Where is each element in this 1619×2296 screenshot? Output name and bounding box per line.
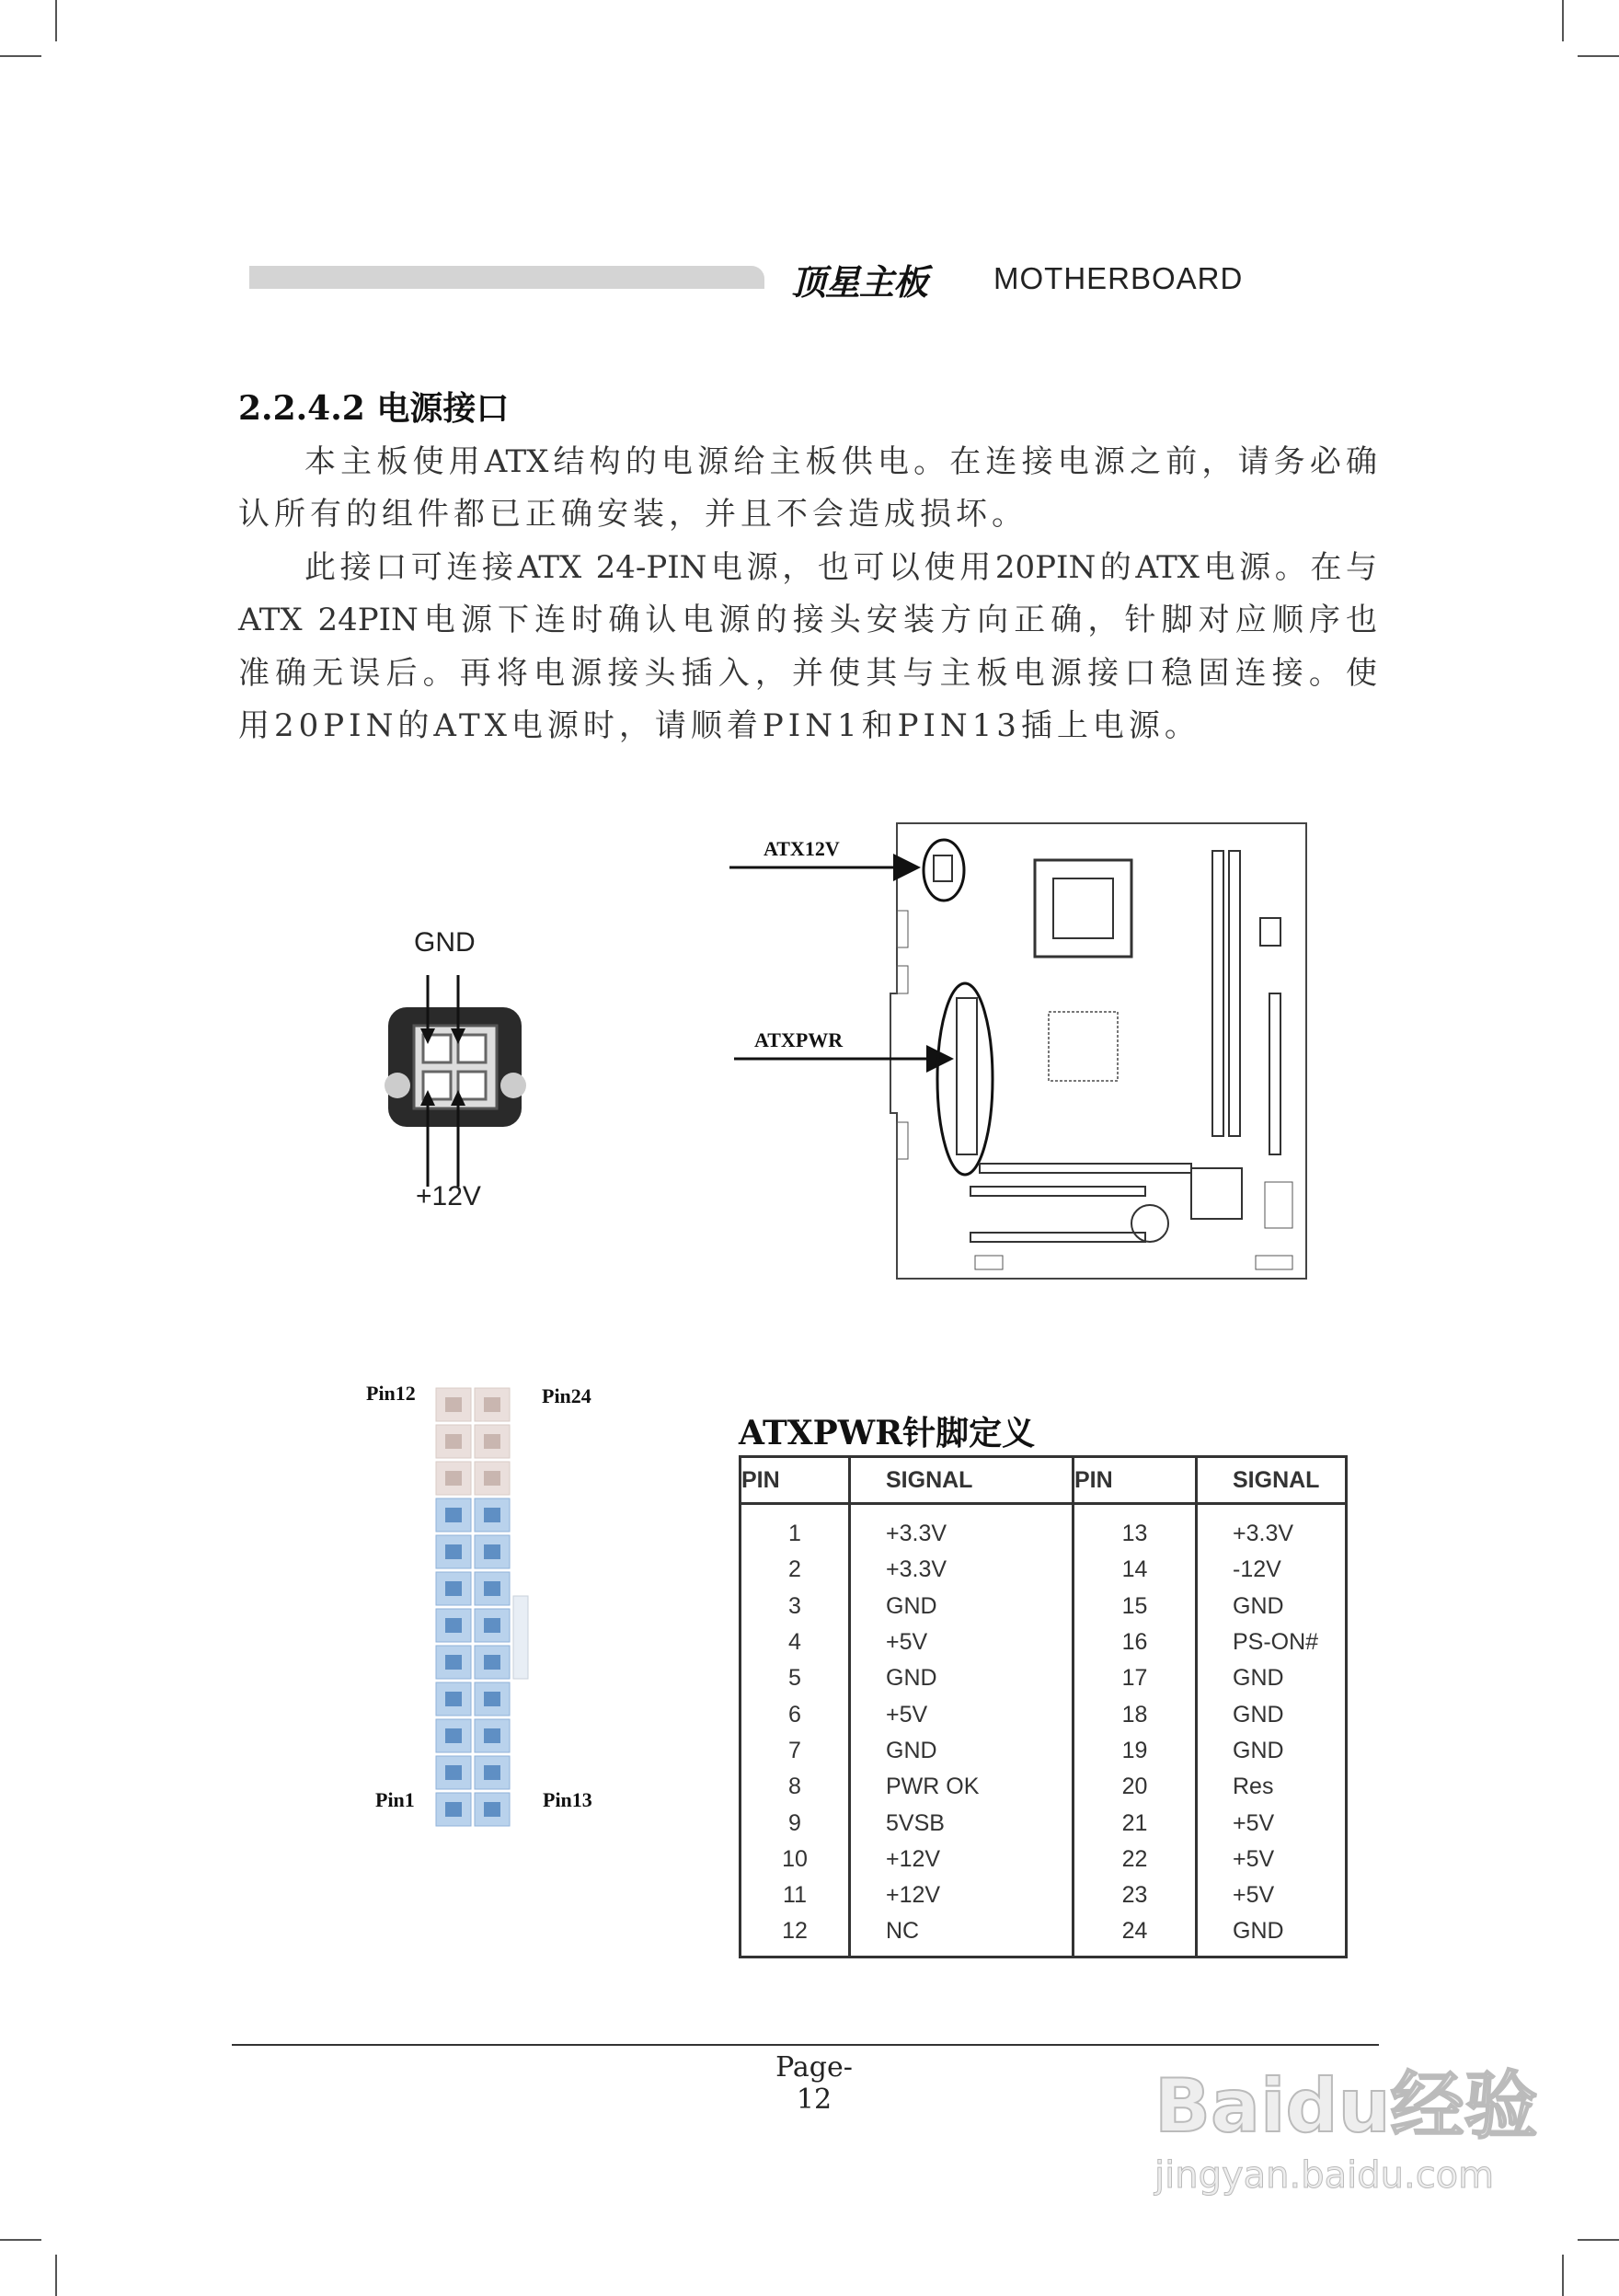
- crop-mark: [1578, 2239, 1619, 2241]
- signal-cell: +3.3V: [1197, 1504, 1347, 1553]
- connector-pin-socket: [445, 1581, 462, 1596]
- crop-mark: [55, 2255, 57, 2296]
- signal-cell: +3.3V: [850, 1504, 1074, 1553]
- connector-pin-socket: [445, 1765, 462, 1780]
- crop-mark: [1578, 55, 1619, 57]
- connector-pin-socket: [484, 1618, 500, 1633]
- connector-pin-socket: [484, 1655, 500, 1670]
- signal-cell: NC: [850, 1913, 1074, 1957]
- pin-number-cell: 1: [741, 1504, 850, 1553]
- column-header-signal: SIGNAL: [1197, 1457, 1347, 1504]
- table-row: [741, 1552, 1347, 1588]
- signal-cell: Res: [1197, 1769, 1347, 1805]
- connector-pin-socket: [484, 1544, 500, 1559]
- pin-number-cell: 15: [1074, 1589, 1197, 1624]
- connector-pin-socket: [445, 1434, 462, 1449]
- gnd-label: GND: [414, 927, 476, 958]
- footer-rule: [232, 2044, 1379, 2046]
- pin-number-cell: 12: [741, 1913, 850, 1957]
- pin-number-cell: 21: [1074, 1805, 1197, 1841]
- table-row: [741, 1624, 1347, 1660]
- table-row: [741, 1589, 1347, 1624]
- table-row: [741, 1805, 1347, 1841]
- pin-number-cell: 11: [741, 1877, 850, 1913]
- connector-pin-socket: [445, 1397, 462, 1412]
- connector-pin-socket: [484, 1434, 500, 1449]
- signal-cell: +3.3V: [850, 1552, 1074, 1588]
- header-bar: [249, 266, 764, 289]
- connector-pin-socket: [484, 1508, 500, 1522]
- signal-cell: +5V: [1197, 1877, 1347, 1913]
- paragraph-line: 用20PIN的ATX电源时，请顺着PIN1和PIN13插上电源。: [238, 707, 1200, 744]
- v12-label: +12V: [416, 1181, 481, 1211]
- signal-cell: +5V: [850, 1624, 1074, 1660]
- atx12v-label: ATX12V: [764, 837, 840, 860]
- table-row: [741, 1877, 1347, 1913]
- pin1-label: Pin1: [375, 1788, 415, 1811]
- watermark-brand: Baidu经验: [1154, 2063, 1538, 2149]
- table-row: [741, 1842, 1347, 1877]
- signal-cell: GND: [1197, 1913, 1347, 1957]
- motherboard-layout-diagram: [727, 819, 1315, 1288]
- paragraph-line: ATX 24PIN电源下连时确认电源的接头安装方向正确，针脚对应顺序也: [238, 602, 1377, 638]
- atx24pin-connector-photo: [432, 1384, 534, 1831]
- pin-number-cell: 5: [741, 1660, 850, 1696]
- watermark-url: jingyan.baidu.com: [1154, 2154, 1495, 2197]
- signal-cell: GND: [850, 1589, 1074, 1624]
- table-row: [741, 1733, 1347, 1769]
- signal-cell: GND: [1197, 1660, 1347, 1696]
- connector-pin-socket: [445, 1655, 462, 1670]
- page-number: Page-12: [775, 2051, 853, 2116]
- pin-number-cell: 16: [1074, 1624, 1197, 1660]
- table-row: [741, 1769, 1347, 1805]
- signal-cell: -12V: [1197, 1552, 1347, 1588]
- atxpwr-pin-table: [739, 1455, 1348, 1958]
- signal-cell: GND: [1197, 1733, 1347, 1769]
- signal-cell: GND: [1197, 1589, 1347, 1624]
- pin-number-cell: 17: [1074, 1660, 1197, 1696]
- atxpwr-label: ATXPWR: [754, 1028, 844, 1051]
- pin24-label: Pin24: [542, 1384, 591, 1407]
- atx12v-connector-photo: [377, 975, 534, 1187]
- connector-pin-socket: [445, 1692, 462, 1706]
- baidu-watermark: [1154, 2065, 1538, 2203]
- pin-number-cell: 2: [741, 1552, 850, 1588]
- connector-pin-socket: [484, 1692, 500, 1706]
- column-header-signal: SIGNAL: [850, 1457, 1074, 1504]
- connector-pin-socket: [484, 1471, 500, 1486]
- table-row: [741, 1660, 1347, 1696]
- connector-pin-socket: [484, 1765, 500, 1780]
- pin-number-cell: 22: [1074, 1842, 1197, 1877]
- connector-pin-socket: [484, 1397, 500, 1412]
- brand-logo: 顶星主板: [791, 262, 928, 303]
- paragraph-line: 认所有的组件都已正确安装，并且不会造成损坏。: [238, 496, 1028, 533]
- crop-mark: [1562, 2255, 1564, 2296]
- pin-number-cell: 13: [1074, 1504, 1197, 1553]
- signal-cell: GND: [1197, 1696, 1347, 1732]
- pin13-label: Pin13: [543, 1788, 592, 1811]
- table-row: [741, 1696, 1347, 1732]
- column-header-pin: PIN: [741, 1457, 850, 1504]
- pin-number-cell: 14: [1074, 1552, 1197, 1588]
- header-subtitle: MOTHERBOARD: [993, 261, 1244, 295]
- table-row: [741, 1913, 1347, 1957]
- pin-number-cell: 18: [1074, 1696, 1197, 1732]
- pin-number-cell: 24: [1074, 1913, 1197, 1957]
- signal-cell: PWR OK: [850, 1769, 1074, 1805]
- table-row: [741, 1504, 1347, 1553]
- signal-cell: +12V: [850, 1877, 1074, 1913]
- signal-cell: PS-ON#: [1197, 1624, 1347, 1660]
- crop-mark: [0, 55, 41, 57]
- connector-pin-socket: [445, 1508, 462, 1522]
- paragraph-line: 本主板使用ATX结构的电源给主板供电。在连接电源之前，请务必确: [304, 443, 1377, 480]
- crop-mark: [1562, 0, 1564, 41]
- signal-cell: GND: [850, 1733, 1074, 1769]
- connector-pin-socket: [445, 1618, 462, 1633]
- pin12-label: Pin12: [366, 1382, 416, 1405]
- signal-cell: +5V: [1197, 1805, 1347, 1841]
- connector-pin-socket: [445, 1728, 462, 1743]
- pin-number-cell: 19: [1074, 1733, 1197, 1769]
- connector-pin-socket: [445, 1802, 462, 1817]
- signal-cell: GND: [850, 1660, 1074, 1696]
- paragraph-line: 此接口可连接ATX 24-PIN电源，也可以使用20PIN的ATX电源。在与: [304, 549, 1377, 586]
- signal-cell: +5V: [1197, 1842, 1347, 1877]
- column-header-pin: PIN: [1074, 1457, 1197, 1504]
- table-title: ATXPWR针脚定义: [739, 1414, 1036, 1452]
- connector-pin-socket: [484, 1728, 500, 1743]
- pin-number-cell: 10: [741, 1842, 850, 1877]
- pin-number-cell: 8: [741, 1769, 850, 1805]
- signal-cell: 5VSB: [850, 1805, 1074, 1841]
- pin-number-cell: 23: [1074, 1877, 1197, 1913]
- crop-mark: [55, 0, 57, 41]
- connector-pin-socket: [484, 1802, 500, 1817]
- connector-pin-socket: [445, 1544, 462, 1559]
- section-title: 2.2.4.2 电源接口: [238, 389, 510, 428]
- signal-cell: +5V: [850, 1696, 1074, 1732]
- paragraph-line: 准确无误后。再将电源接头插入，并使其与主板电源接口稳固连接。使: [238, 655, 1377, 692]
- pin-number-cell: 20: [1074, 1769, 1197, 1805]
- connector-pin-socket: [445, 1471, 462, 1486]
- connector-pin-socket: [484, 1581, 500, 1596]
- pin-number-cell: 6: [741, 1696, 850, 1732]
- crop-mark: [0, 2239, 41, 2241]
- pin-number-cell: 7: [741, 1733, 850, 1769]
- signal-cell: +12V: [850, 1842, 1074, 1877]
- pin-number-cell: 9: [741, 1805, 850, 1841]
- pin-number-cell: 3: [741, 1589, 850, 1624]
- pin-number-cell: 4: [741, 1624, 850, 1660]
- table-header-row: [741, 1457, 1347, 1504]
